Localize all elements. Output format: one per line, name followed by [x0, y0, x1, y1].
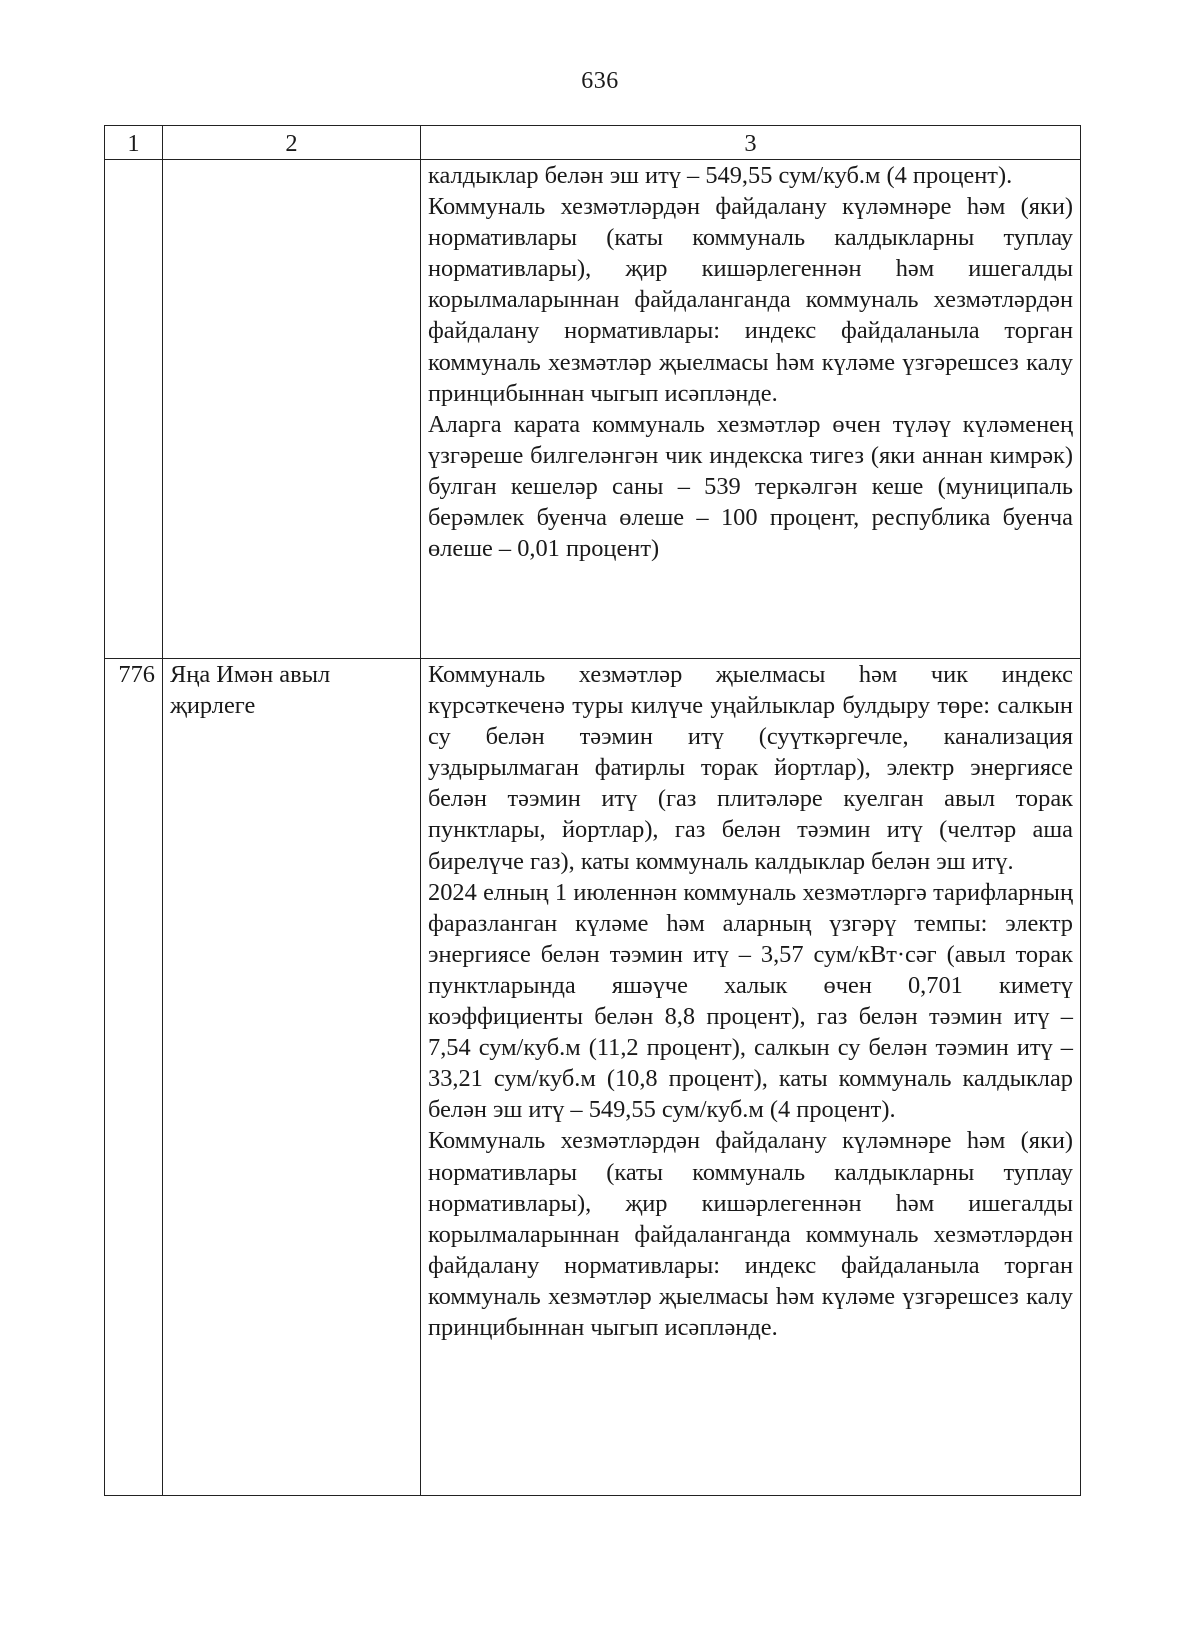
table-header-row [105, 126, 1081, 160]
description-paragraph: Коммуналь хезмәтләрдән файдалану күләмнәре һәм (яки) нормативлары (каты коммуналь калдыкларны туплау нормативлары), җир кишәрлегеннән һәм ишегалды корылмаларыннан файдаланганда коммуналь хезмәтләрдән файдалану нормативлары: индекс файдаланыла торган коммуналь хезмәтләр җыелмасы һәм күләме үзгәрешсез калу принцибыннан чыгып исәпләнде. [428, 193, 1073, 407]
table-row-continued [105, 160, 1081, 659]
column-header-3: 3 [421, 126, 1081, 160]
row-number-cell: 776 [105, 659, 163, 1496]
page-number: 636 [581, 68, 619, 94]
column-header-2: 2 [163, 126, 421, 160]
description-cell [421, 160, 1081, 659]
column-header-1: 1 [105, 126, 163, 160]
settlement-name-cell [163, 160, 421, 659]
table-row-776 [105, 659, 1081, 1496]
description-paragraph: калдыклар белән эш итү – 549,55 сум/куб.м (4 процент). [428, 162, 1013, 189]
tariff-table [104, 125, 1081, 1496]
row-number-cell [105, 160, 163, 659]
description-paragraph: 2024 елның 1 июленнән коммуналь хезмәтләргә тарифларның фаразланган күләме һәм аларның үзгәрү темпы: электр энергиясе белән тәэмин итү – 3,57 сум/кВт·сәг (авыл торак пунктларында яшәүче халык өчен 0,701 киметү коэффициенты белән 8,8 процент), газ белән тәэмин итү – 7,54 сум/куб.м (11,2 процент), салкын су белән тәэмин итү – 33,21 сум/куб.м (10,8 процент), каты коммуналь калдыклар белән эш итү – 549,55 сум/куб.м (4 процент). [428, 878, 1073, 1124]
description-paragraph: Аларга карата коммуналь хезмәтләр өчен түләү күләменең үзгәреше билгеләнгән чик индекска тигез (яки аннан кимрәк) булган кешеләр саны – 539 теркәлгән кеше (муниципаль берәмлек буенча өлеше – 100 процент, республика буенча өлеше – 0,01 процент) [428, 410, 1073, 563]
settlement-name-cell: Яңа Имән авыл җирлеге [163, 659, 421, 1496]
description-paragraph: Коммуналь хезмәтләр җыелмасы һәм чик индекс күрсәткеченә туры килүче уңайлыклар булдыру төре: салкын су белән тәэмин итү (суүткәргечле, канализация уздырылмаган фатирлы торак йортлар), электр энергиясе белән тәэмин итү (газ плитәләре куелган авыл торак пунктлары, йортлар), газ белән тәэмин итү (челтәр аша бирелүче газ), каты коммуналь калдыклар белән эш итү. [428, 661, 1073, 875]
description-paragraph: Коммуналь хезмәтләрдән файдалану күләмнәре һәм (яки) нормативлары (каты коммуналь калдыкларны туплау нормативлары), җир кишәрлегеннән һәм ишегалды корылмаларыннан файдаланганда коммуналь хезмәтләрдән файдалану нормативлары: индекс файдаланыла торган коммуналь хезмәтләр җыелмасы һәм күләме үзгәрешсез калу принцибыннан чыгып исәпләнде. [428, 1127, 1073, 1341]
description-cell [421, 659, 1081, 1496]
